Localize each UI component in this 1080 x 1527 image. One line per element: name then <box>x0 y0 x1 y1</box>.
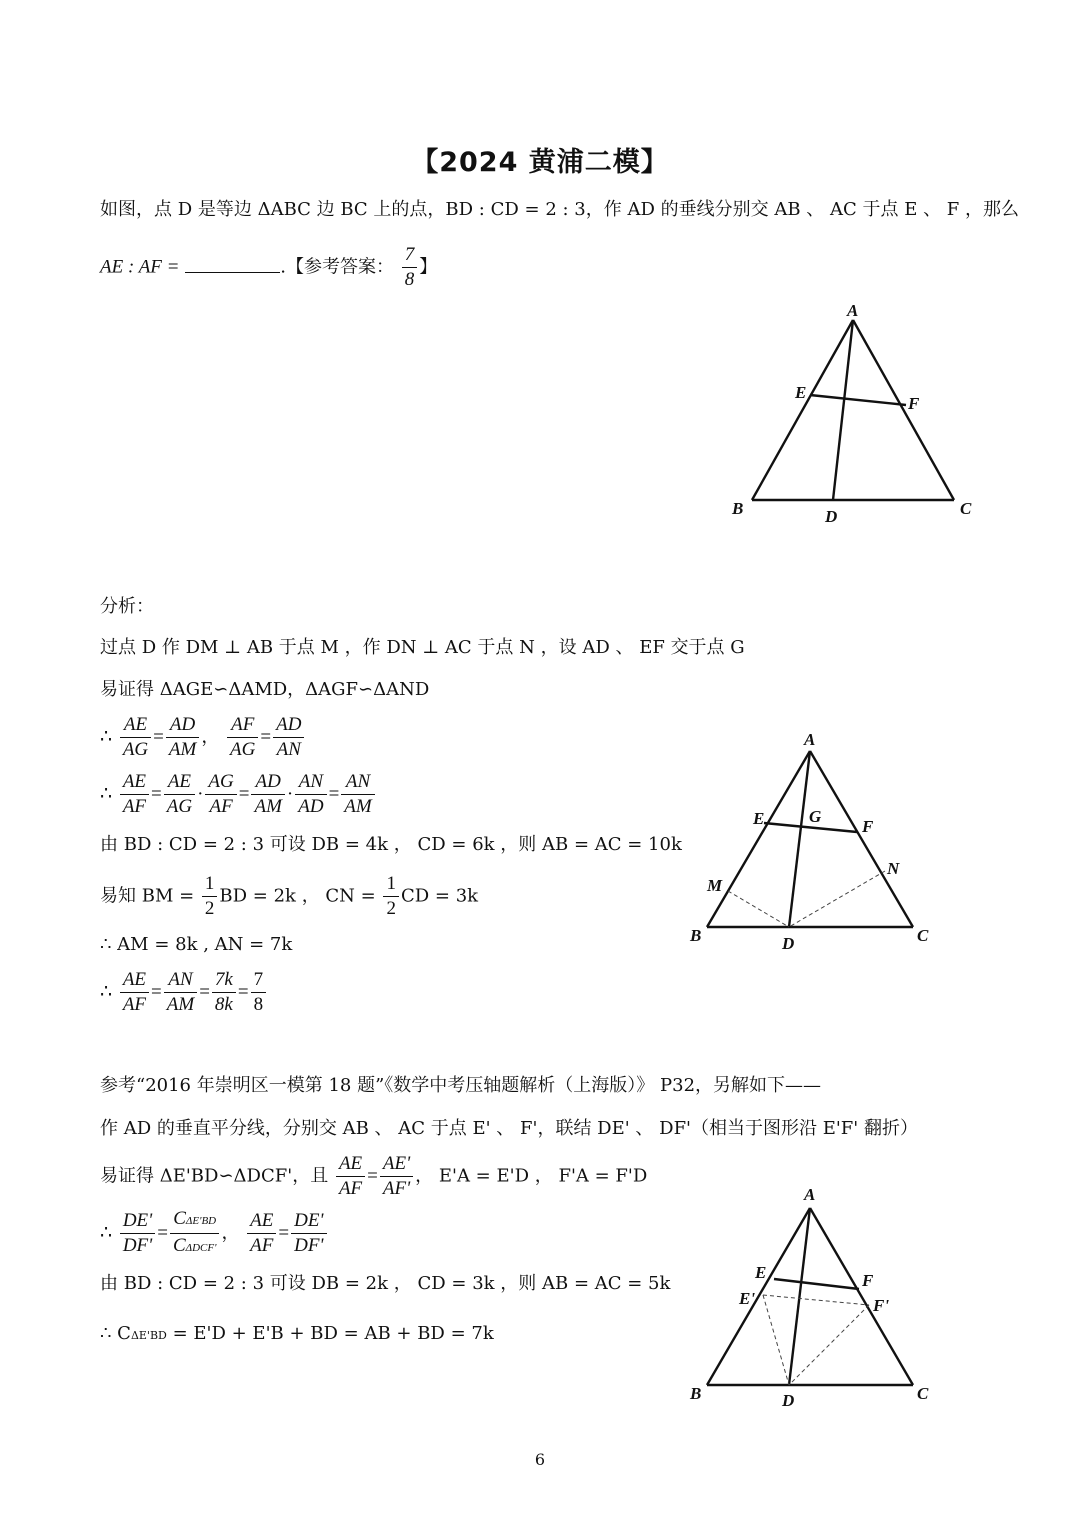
side-ab <box>752 320 853 500</box>
label-f: F <box>908 394 920 413</box>
svg-text:N: N <box>887 859 900 878</box>
segment-ad <box>833 320 853 500</box>
page-number: 6 <box>534 1450 546 1469</box>
svg-text:E: E <box>755 1263 767 1282</box>
label-a: A <box>847 301 859 320</box>
alt-line-5: 由 BD : CD = 2 : 3 可设 DB = 2k ， CD = 3k ，则 AB = AC = 5k <box>100 1273 671 1294</box>
alt-line-2: 作 AD 的垂直平分线，分别交 AB 、 AC 于点 E' 、 F'，联结 DE' 、 DF'（相当于图形沿 E'F' 翻折） <box>100 1118 918 1139</box>
label-e: E <box>795 383 807 402</box>
label-b: B <box>732 499 744 518</box>
svg-text:B: B <box>690 926 702 945</box>
figure-triangle-2 <box>685 725 945 955</box>
svg-text:D: D <box>782 1391 795 1410</box>
svg-text:F': F' <box>873 1296 890 1315</box>
svg-text:F: F <box>862 1271 874 1290</box>
alt-line-3: 易证得 ΔE'BD∽ΔDCF'，且 $\frac{AE}{AF}$ = $\frac{AE'}{AF'}$ ， E'A = E'D ， F'A = F'D <box>100 1153 648 1199</box>
svg-text:C: C <box>917 1384 929 1403</box>
label-c: C <box>960 499 972 518</box>
svg-text:G: G <box>809 807 822 826</box>
analysis-heading: 分析： <box>100 596 154 617</box>
analysis-line-6: 易知 BM = $\frac{1}{2}$ BD = 2k ， CN = $\frac{1}{2}$ CD = 3k <box>100 873 479 919</box>
side-ac <box>853 320 954 500</box>
svg-text:B: B <box>690 1384 702 1403</box>
answer-blank <box>185 254 280 273</box>
analysis-line-7: ∴ AM = 8k , AN = 7k <box>100 934 293 955</box>
figure-triangle-3 <box>685 1182 945 1412</box>
answer-expression: AE : AF = <box>100 256 180 278</box>
label-d: D <box>825 507 838 526</box>
reference-answer-label: .【参考答案： <box>280 256 394 278</box>
analysis-line-2: 易证得 ΔAGE∽ΔAMD，ΔAGF∽ΔAND <box>100 679 430 700</box>
analysis-line-8: ∴ $\frac{AE}{AF}$ = $\frac{AN}{AM}$ = $\frac{7k}{8k}$ = $\frac{7}{8}$ <box>100 968 268 1017</box>
svg-text:A: A <box>804 1185 816 1204</box>
figure-triangle-1 <box>720 298 990 530</box>
reference-answer-fraction: $\frac{7}{8}$ <box>402 243 418 292</box>
svg-text:D: D <box>782 934 795 953</box>
analysis-line-4: ∴ $\frac{AE}{AF}$ = $\frac{AE}{AG}$ · $\frac{AG}{AF}$ = $\frac{AD}{AM}$ · $\frac{AN}{AD}$ = $\frac{AN}{AM}$ <box>100 770 377 819</box>
problem-line-2: AE : AF = .【参考答案： $\frac{7}{8}$ 】 <box>100 244 438 290</box>
svg-text:C: C <box>917 926 929 945</box>
problem-line-1: 如图，点 D 是等边 ΔABC 边 BC 上的点，BD : CD = 2 : 3，作 AD 的垂线分别交 AB 、 AC 于点 E 、 F ，那么 <box>100 199 1020 220</box>
analysis-line-1: 过点 D 作 DM ⊥ AB 于点 M ，作 DN ⊥ AC 于点 N ，设 AD 、 EF 交于点 G <box>100 637 745 658</box>
svg-text:E: E <box>753 809 765 828</box>
alt-line-6: ∴ CΔE'BD = E'D + E'B + BD = AB + BD = 7k <box>100 1323 494 1344</box>
svg-text:M: M <box>707 876 723 895</box>
svg-text:A: A <box>804 730 816 749</box>
segment-ef <box>810 395 906 405</box>
analysis-line-3: ∴ $\frac{AE}{AG}$ = $\frac{AD}{AM}$ ， $\frac{AF}{AG}$ = $\frac{AD}{AN}$ <box>100 713 306 762</box>
analysis-line-5: 由 BD : CD = 2 : 3 可设 DB = 4k ， CD = 6k ，则 AB = AC = 10k <box>100 834 682 855</box>
alt-line-4: ∴ $\frac{DE'}{DF'}$ = $\frac{\text{CΔE'BD}}{\text{CΔDCF'}}$ ， $\frac{AE}{AF}$ = $\frac{DE'}{DF'}$ <box>100 1207 329 1260</box>
alt-line-1: 参考“2016 年崇明区一模第 18 题”《数学中考压轴题解析（上海版）》 P32，另解如下—— <box>100 1075 822 1096</box>
page-title: 【2024 黄浦二模】 <box>411 147 669 178</box>
svg-text:E': E' <box>739 1289 756 1308</box>
svg-text:F: F <box>862 817 874 836</box>
